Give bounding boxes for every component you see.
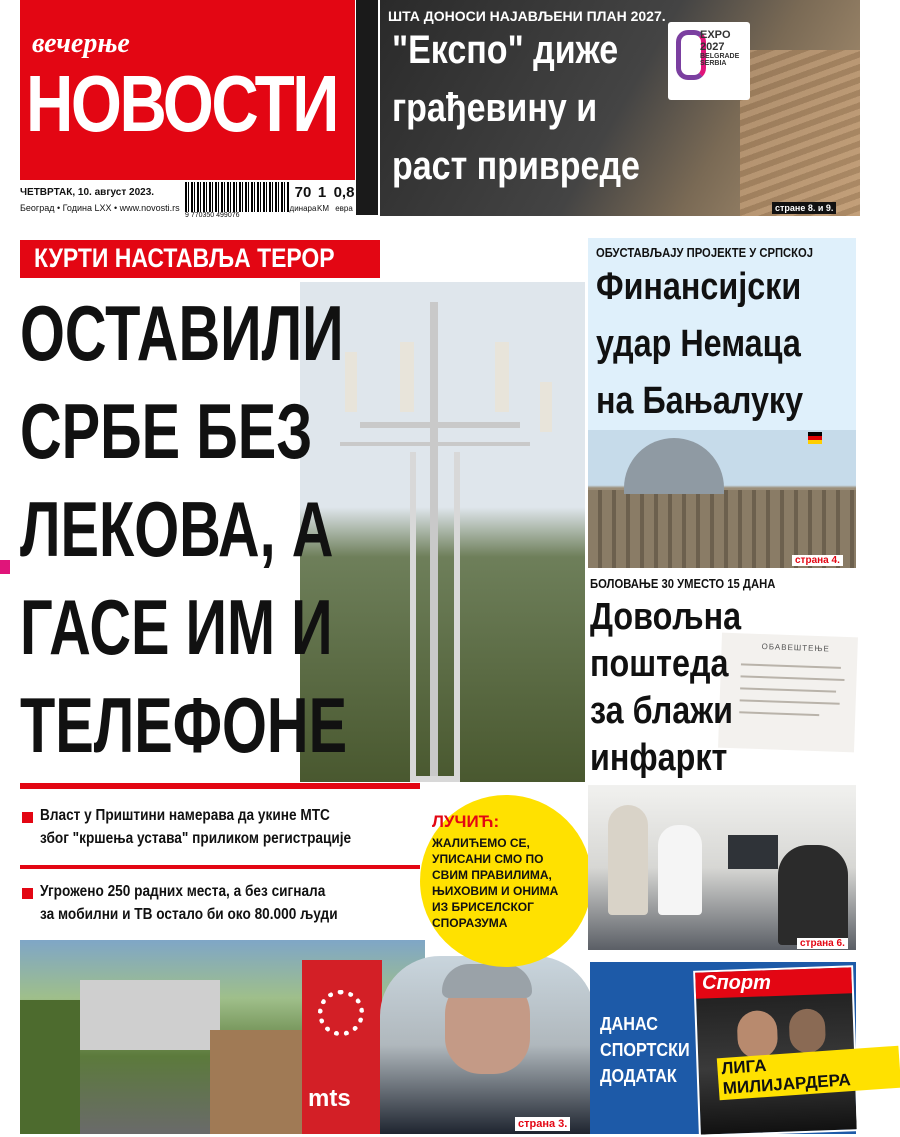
sick-title-line: инфаркт <box>590 737 728 779</box>
masthead-small-word: вечерње <box>32 28 130 59</box>
quote-line: ИЗ БРИСЕЛСКОГ <box>432 900 534 914</box>
bullet-icon <box>22 812 33 823</box>
quote-line: ЖАЛИЋЕМО СЕ, <box>432 836 530 850</box>
bullet-line: због "кршења устава" приликом регистрације <box>40 830 352 847</box>
price-dinar-unit: динара <box>289 204 317 213</box>
reichstag-photo <box>588 430 856 568</box>
sick-page-ref: страна 6. <box>797 938 848 949</box>
mts-ring-icon <box>318 990 364 1036</box>
main-headline-line[interactable]: ЛЕКОВА, А <box>20 485 334 573</box>
expo-logo-text: EXPO 2027 BELGRADE SERBIA <box>700 29 740 68</box>
sick-kicker: БОЛОВАЊЕ 30 УМЕСТО 15 ДАНА <box>590 577 776 591</box>
sport-line: ДОДАТАК <box>600 1066 677 1086</box>
bullet-icon <box>22 888 33 899</box>
bullet-line: Угрожено 250 радних места, а без сигнала <box>40 883 326 900</box>
expo-title-line: грађевину и <box>392 86 598 130</box>
finance-page-ref: страна 4. <box>792 555 843 566</box>
bullet-line: за мобилни и ТВ остало би око 80.000 људи <box>40 906 338 923</box>
main-headline-line[interactable]: ТЕЛЕФОНЕ <box>20 681 348 769</box>
sick-title-line: Довољна <box>590 596 742 638</box>
edge-marker <box>0 560 10 574</box>
finance-title-line: на Бањалуку <box>596 380 804 422</box>
price-km: 1 <box>317 184 327 201</box>
notice-heading: ОБАВЕШТЕЊЕ <box>761 642 830 654</box>
sport-cover-title: Спорт <box>702 972 771 994</box>
finance-kicker: ОБУСТАВЉАЈУ ПРОЈЕКТЕ У СРПСКОЈ <box>596 246 814 260</box>
quote-line: СПОРАЗУМА <box>432 916 508 930</box>
price-dinar: 70 <box>294 184 312 201</box>
price-km-unit: KM <box>317 204 329 213</box>
expo-title-line: раст привреде <box>392 144 640 188</box>
finance-title-line: Финансијски <box>596 266 802 308</box>
issue-date: ЧЕТВРТАК, 10. август 2023. <box>20 187 155 198</box>
barcode-digits: 9 770350 499076 <box>185 212 240 219</box>
price-euro-unit: евра <box>335 204 353 213</box>
issue-info: Београд • Година LXX • www.novosti.rs <box>20 203 180 213</box>
main-page-ref: страна 3. <box>515 1117 570 1131</box>
sport-line: ДАНАС <box>600 1014 658 1034</box>
masthead-title: НОВОСТИ <box>26 59 337 148</box>
quote-line: ЊИХОВИМ И ОНИМА <box>432 884 559 898</box>
sick-title-line: поштеда <box>590 643 729 685</box>
divider <box>20 865 420 869</box>
doctor-office-photo <box>588 785 856 950</box>
notice-document <box>718 633 858 753</box>
lucic-photo <box>380 956 595 1134</box>
main-headline-line[interactable]: СРБЕ БЕЗ <box>20 387 313 475</box>
sick-title-line: за блажи <box>590 690 733 732</box>
sport-cover-label: ЛИГА МИЛИЈАРДЕРА <box>717 1046 900 1101</box>
main-kicker: КУРТИ НАСТАВЉА ТЕРОР <box>34 243 335 273</box>
bullet-line: Власт у Приштини намерава да укине МТС <box>40 807 330 824</box>
price-euro: 0,8 <box>333 184 355 201</box>
sport-line: СПОРТСКИ <box>600 1040 690 1060</box>
expo-title-line: "Експо" диже <box>392 28 619 72</box>
quote-line: УПИСАНИ СМО ПО <box>432 852 544 866</box>
expo-page-ref: стране 8. и 9. <box>772 202 836 214</box>
quote-name: ЛУЧИЋ: <box>432 812 500 831</box>
finance-title-line: удар Немаца <box>596 323 801 365</box>
issn-strip <box>356 0 378 215</box>
quote-line: СВИМ ПРАВИЛИМА, <box>432 868 552 882</box>
german-flag-icon <box>808 432 822 444</box>
divider <box>20 783 420 789</box>
main-headline-line[interactable]: ОСТАВИЛИ <box>20 289 344 377</box>
expo-kicker: ШТА ДОНОСИ НАЈАВЉЕНИ ПЛАН 2027. <box>388 8 666 24</box>
mts-logo: mts <box>308 1085 351 1112</box>
expo-stairs-image <box>740 50 860 216</box>
barcode-icon <box>185 182 290 212</box>
main-headline-line[interactable]: ГАСЕ ИМ И <box>20 583 333 671</box>
